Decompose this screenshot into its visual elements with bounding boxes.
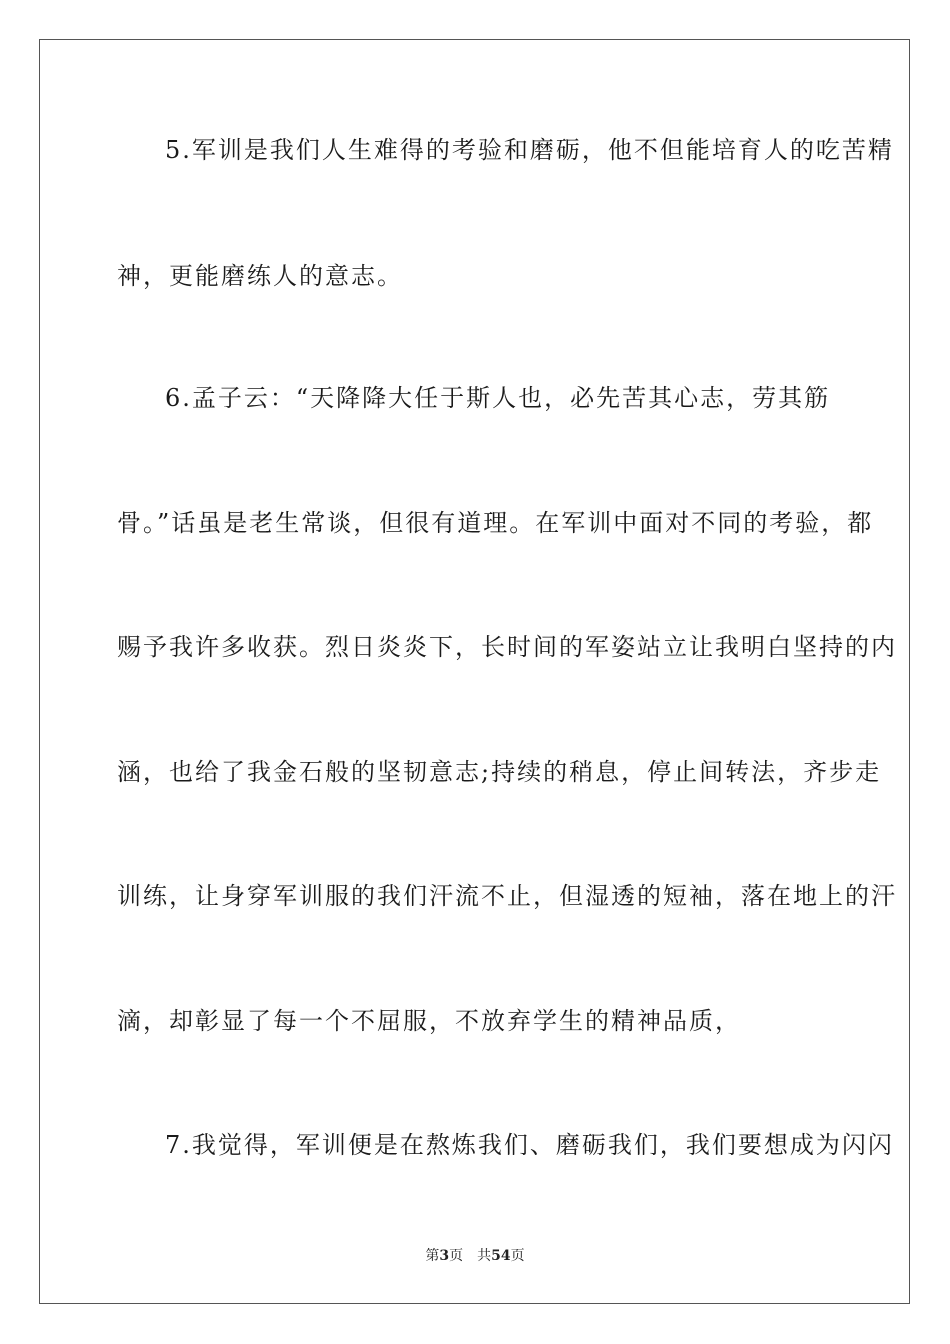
- page-number: 3: [439, 1248, 450, 1264]
- total-suffix: 页: [510, 1248, 525, 1264]
- page-suffix: 页: [449, 1248, 464, 1264]
- page-border: [39, 39, 910, 1304]
- paragraph-7-line-1: 7.我觉得，军训便是在熬炼我们、磨砺我们，我们要想成为闪闪: [165, 1131, 894, 1159]
- page-prefix: 第: [425, 1248, 440, 1264]
- paragraph-5-line-1: 5.军训是我们人生难得的考验和磨砺，他不但能培育人的吃苦精: [165, 136, 894, 164]
- paragraph-6-line-2: 骨。”话虽是老生常谈，但很有道理。在军训中面对不同的考验，都: [117, 509, 874, 537]
- paragraph-6-line-6: 滴，却彰显了每一个不屈服，不放弃学生的精神品质，: [117, 1007, 741, 1035]
- paragraph-5-line-2: 神，更能磨练人的意志。: [117, 262, 403, 290]
- paragraph-6-line-1: 6.孟子云：“天降降大任于斯人也，必先苦其心志，劳其筋: [165, 384, 831, 412]
- paragraph-6-line-5: 训练，让身穿军训服的我们汗流不止，但湿透的短袖，落在地上的汗: [117, 882, 897, 910]
- page-footer: [0, 1247, 950, 1265]
- paragraph-6-line-3: 赐予我许多收获。烈日炎炎下，长时间的军姿站立让我明白坚持的内: [117, 633, 897, 661]
- total-prefix: 共: [477, 1248, 492, 1264]
- paragraph-6-line-4: 涵，也给了我金石般的坚韧意志;持续的稍息，停止间转法，齐步走: [117, 758, 882, 786]
- total-pages: 54: [491, 1248, 511, 1264]
